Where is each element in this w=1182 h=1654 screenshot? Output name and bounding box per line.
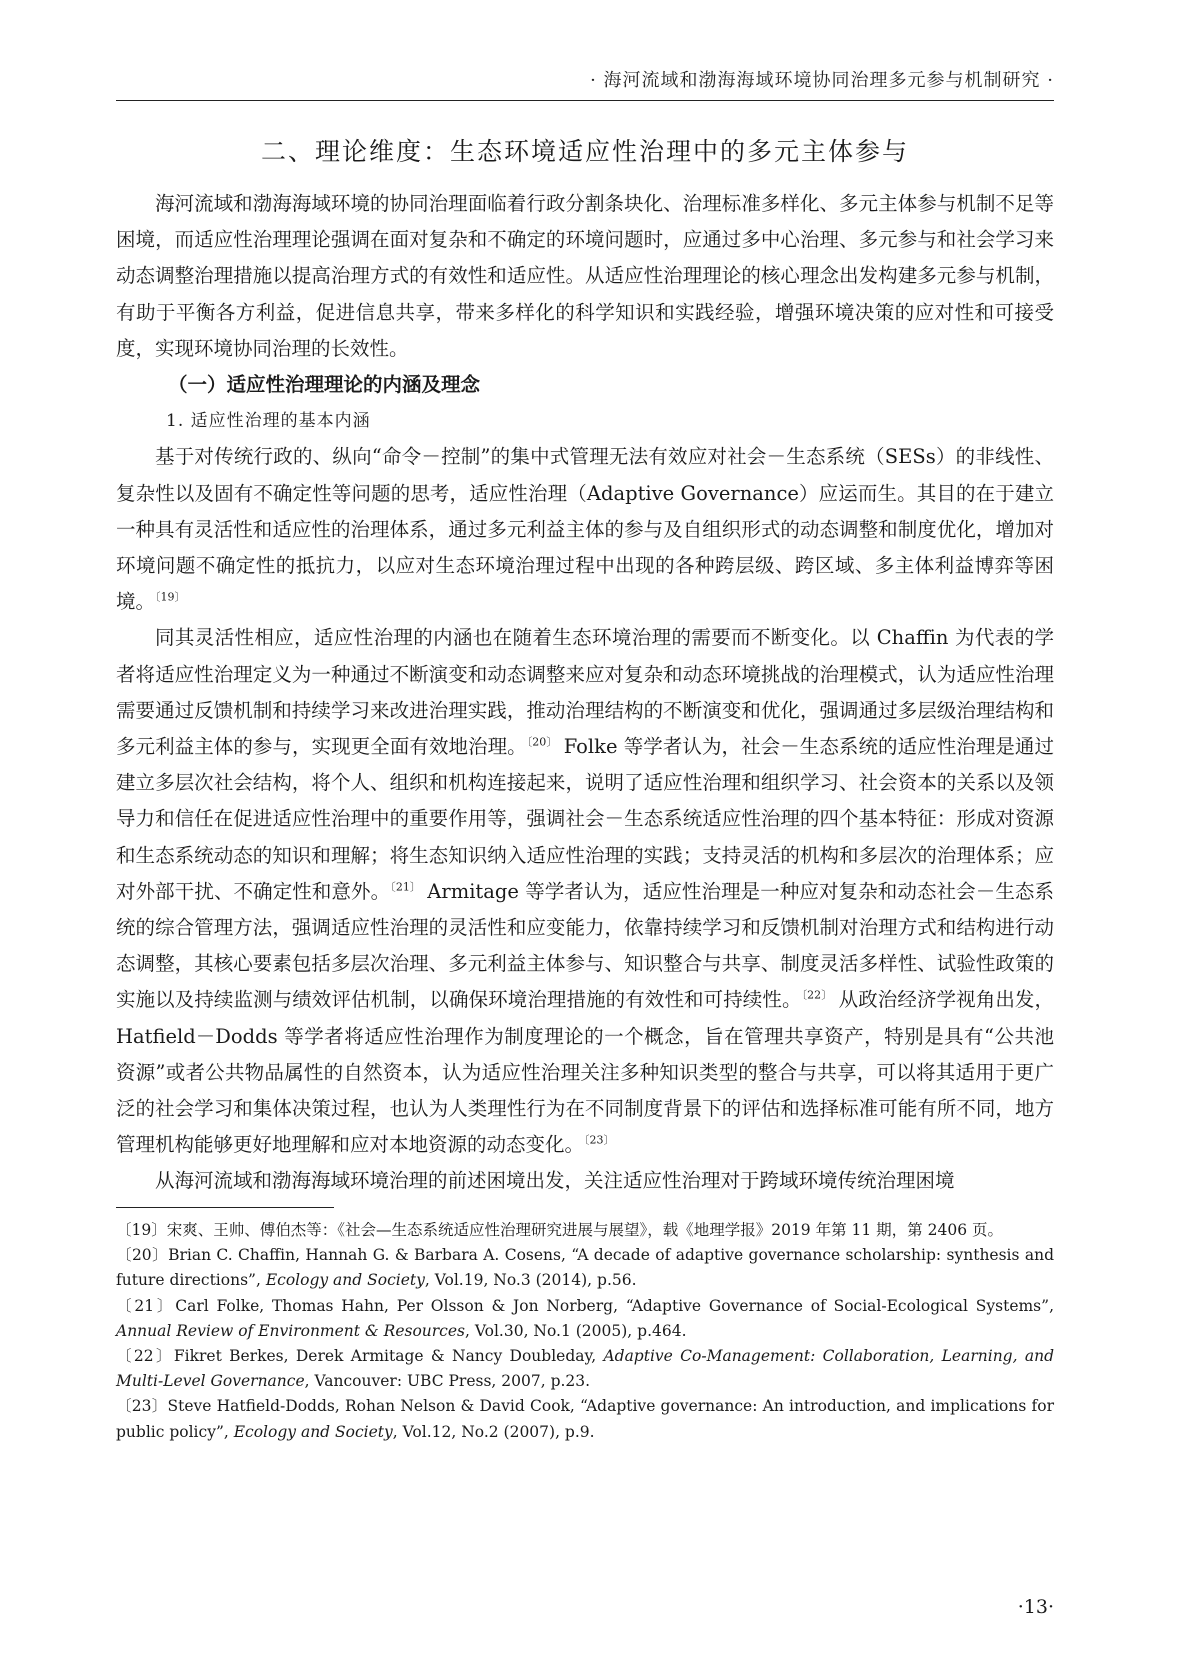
running-header: · 海河流域和渤海海域环境协同治理多元参与机制研究 · (590, 70, 1054, 91)
paragraph-definitions (116, 620, 1054, 1163)
paragraph-hatfield-text: 从政治经济学视角出发，Hatfield－Dodds 等学者将适应性治理作为制度理论的一个概念，旨在管理共享资产，特别是具有“公共池资源”或者公共物品属性的自然资本，认为适应性治理关注多种知识类型的整合与共享，可以将其适用于更广泛的社会学习和集体决策过程，也认为人类理性行为在不同制度背景下的评估和选择标准可能有所不同，地方管理机构能够更好地理解和应对本地资源的动态变化。 (116, 988, 1054, 1157)
body-text (116, 186, 1054, 1200)
footnote-23-journal: Ecology and Society (233, 1422, 393, 1441)
footnote-23-details: , Vol.12, No.2 (2007), p.9. (392, 1422, 595, 1441)
citation-marker-19[interactable]: 〔19〕 (155, 590, 186, 604)
paragraph-origin-text: 基于对传统行政的、纵向“命令－控制”的集中式管理无法有效应对社会－生态系统（SESs）的非线性、复杂性以及固有不确定性等问题的思考，适应性治理（Adaptive Governance）应运而生。其目的在于建立一种具有灵活性和适应性的治理体系，通过多元利益主体的参与及自组织形式的动态调整和制度优化，增加对环境问题不确定性的抵抗力，以应对生态环境治理过程中出现的各种跨层级、跨区域、多主体利益博弈等困境。 (116, 445, 1054, 614)
header-rule (116, 100, 1054, 101)
page-number: ·13· (1017, 1596, 1054, 1618)
footnote-22-book-title: Adaptive Co-Management: Collaboration, Learning, and Multi-Level Governance (116, 1347, 1054, 1391)
footnotes (116, 1218, 1054, 1445)
citation-marker-20[interactable]: 〔20〕 (526, 735, 558, 749)
footnote-20-authors: 〔20〕Brian C. Chaffin, Hannah G. & Barbara A. Cosens, “A decade of adaptive governance scholarship: synthesis and future directions”, (116, 1246, 1054, 1290)
paragraph-folke-text: Folke 等学者认为，社会－生态系统的适应性治理是通过建立多层次社会结构，将个人、组织和机构连接起来，说明了适应性治理和组织学习、社会资本的关系以及领导力和信任在促进适应性治理中的重要作用等，强调社会－生态系统适应性治理的四个基本特征：形成对资源和生态系统动态的知识和理解；将生态知识纳入适应性治理的实践；支持灵活的机构和多层次的治理体系；应对外部干扰、不确定性和意外。 (116, 735, 1054, 903)
footnote-20 (116, 1243, 1054, 1293)
paragraph-chaffin-text: 同其灵活性相应，适应性治理的内涵也在随着生态环境治理的需要而不断变化。以 Chaffin 为代表的学者将适应性治理定义为一种通过不断演变和动态调整来应对复杂和动态环境挑战的治理模式，认为适应性治理需要通过反馈机制和持续学习来改进治理实践，推动治理结构的不断演变和优化，强调通过多层级治理结构和多元利益主体的参与，实现更全面有效地治理。 (116, 626, 1054, 759)
footnote-22-authors: 〔22〕Fikret Berkes, Derek Armitage & Nancy Doubleday, (116, 1347, 604, 1366)
subheading-level-2: 1. 适应性治理的基本内涵 (166, 411, 371, 432)
footnote-rule (116, 1207, 334, 1208)
citation-marker-23[interactable]: 〔23〕 (584, 1133, 615, 1147)
footnote-21-details: , Vol.30, No.1 (2005), p.464. (465, 1321, 687, 1340)
paragraph-intro: 海河流域和渤海海域环境的协同治理面临着行政分割条块化、治理标准多样化、多元主体参与机制不足等困境，而适应性治理理论强调在面对复杂和不确定的环境问题时，应通过多中心治理、多元参与和社会学习来动态调整治理措施以提高治理方式的有效性和适应性。从适应性治理理论的核心理念出发构建多元参与机制，有助于平衡各方利益，促进信息共享，带来多样化的科学知识和实践经验，增强环境决策的应对性和可接受度，实现环境协同治理的长效性。 (116, 192, 1054, 360)
footnote-19: 〔19〕宋爽、王帅、傅伯杰等：《社会—生态系统适应性治理研究进展与展望》，载《地理学报》2019 年第 11 期，第 2406 页。 (116, 1221, 1003, 1239)
subheading-level-1: （一）适应性治理理论的内涵及理念 (168, 373, 481, 397)
paragraph-origin (116, 439, 1054, 620)
paragraph-continuation: 从海河流域和渤海海域环境治理的前述困境出发，关注适应性治理对于跨域环境传统治理困境 (155, 1169, 955, 1193)
section-title: 二、理论维度：生态环境适应性治理中的多元主体参与 (260, 137, 909, 166)
paragraph-armitage-text: Armitage 等学者认为，适应性治理是一种应对复杂和动态社会－生态系统的综合管理方法，强调适应性治理的灵活性和应变能力，依靠持续学习和反馈机制对治理方式和结构进行动态调整，其核心要素包括多层次治理、多元利益主体参与、知识整合与共享、制度灵活多样性、试验性政策的实施以及持续监测与绩效评估机制，以确保环境治理措施的有效性和可持续性。 (116, 879, 1054, 1012)
footnote-22 (116, 1344, 1054, 1394)
footnote-20-journal: Ecology and Society (265, 1271, 425, 1290)
footnote-21-journal: Annual Review of Environment & Resources (116, 1321, 465, 1340)
footnote-20-details: , Vol.19, No.3 (2014), p.56. (424, 1271, 637, 1290)
footnote-21 (116, 1294, 1054, 1344)
footnote-22-details: , Vancouver: UBC Press, 2007, p.23. (304, 1372, 591, 1391)
citation-marker-22[interactable]: 〔22〕 (801, 988, 833, 1002)
footnote-23-authors: 〔23〕Steve Hatfield-Dodds, Rohan Nelson & David Cook, “Adaptive governance: An introduction, and implications for public policy”, (116, 1397, 1054, 1441)
footnote-23 (116, 1394, 1054, 1444)
citation-marker-21[interactable]: 〔21〕 (390, 880, 422, 894)
footnote-21-authors: 〔21〕Carl Folke, Thomas Hahn, Per Olsson & Jon Norberg, “Adaptive Governance of Social-Ecological Systems”, (116, 1296, 1054, 1315)
